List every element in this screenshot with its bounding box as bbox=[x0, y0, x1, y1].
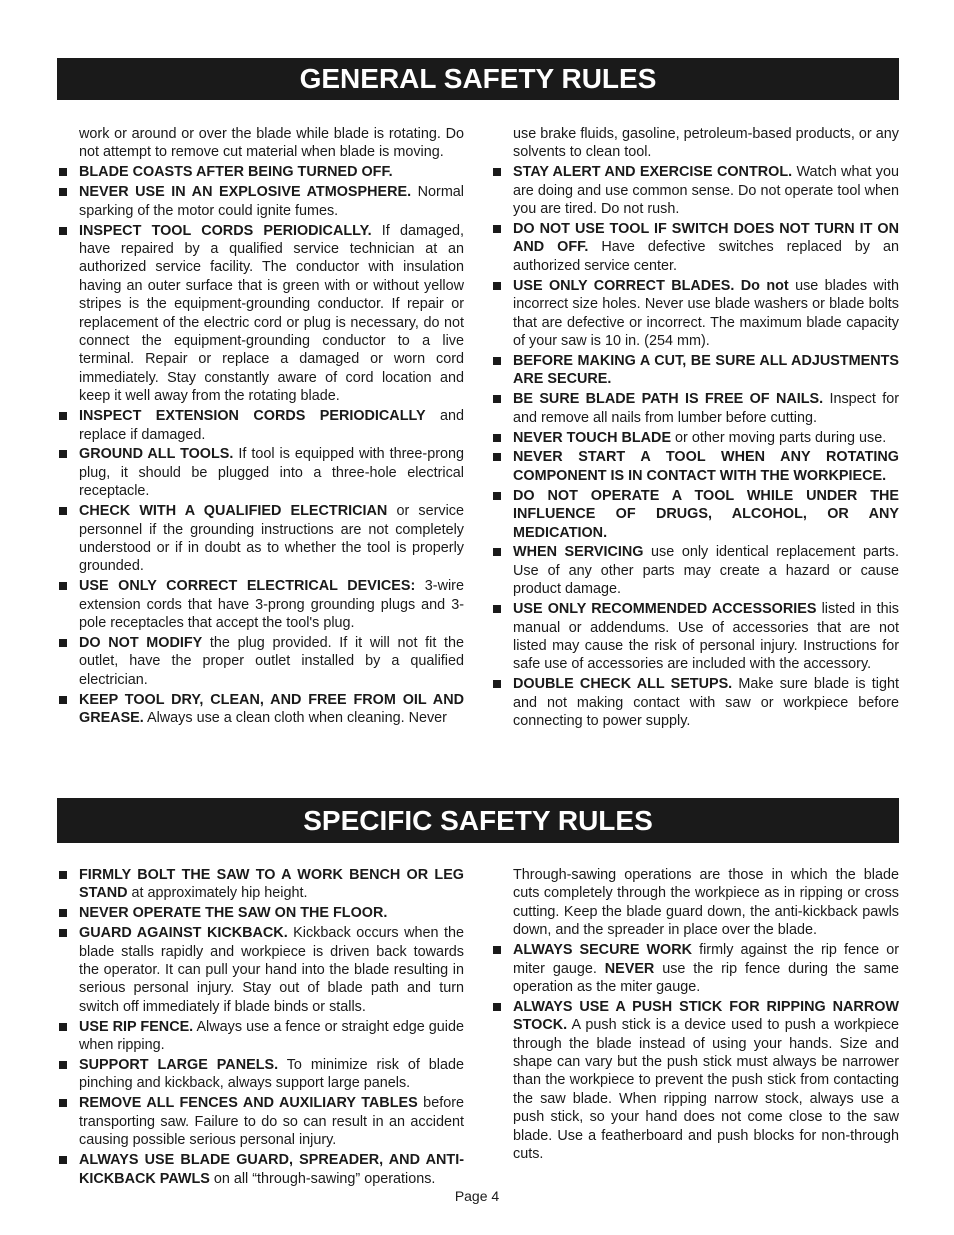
rule-item bbox=[491, 220, 899, 275]
rule-item bbox=[491, 163, 899, 218]
rule-heading: ALWAYS USE BLADE GUARD, SPREADER, AND ANTI-KICKBACK PAWLS bbox=[79, 1152, 464, 1187]
rule-item bbox=[57, 163, 464, 181]
rule-heading: CHECK WITH A QUALIFIED ELECTRICIAN bbox=[79, 503, 388, 520]
rule-text: Have defective switches replaced by an authorized service center. bbox=[513, 239, 899, 274]
rule-heading: USE ONLY CORRECT ELECTRICAL DEVICES: bbox=[79, 578, 416, 595]
rule-heading: FIRMLY BOLT THE SAW TO A WORK BENCH OR LEG STAND bbox=[79, 867, 464, 902]
rule-item bbox=[491, 941, 899, 996]
square-bullet-icon bbox=[59, 1023, 67, 1031]
rule-text: Make sure blade is tight and not making contact with saw or workpiece before connecting to power supply. bbox=[513, 676, 899, 730]
rule-text: use blades with incorrect size holes. Never use blade washers or blade bolts that are defective or incorrect. The maximum blade capacity of your saw is 10 in. (254 mm). bbox=[513, 277, 900, 349]
rule-heading: USE ONLY RECOMMENDED ACCESSORIES bbox=[513, 601, 817, 618]
rule-item bbox=[57, 183, 464, 220]
rule-text: on all “through-sawing” operations. bbox=[209, 1170, 436, 1187]
continued-text: Through-sawing operations are those in which the blade cuts completely through the workpiece as in ripping or cross cutting. Keep the blade guard down, the anti-kickback pawls down, and the spreader in place over the blade. bbox=[513, 867, 899, 939]
square-bullet-icon bbox=[493, 680, 501, 688]
square-bullet-icon bbox=[493, 282, 501, 290]
rule-heading: DOUBLE CHECK ALL SETUPS. bbox=[513, 676, 733, 693]
rule-text: If damaged, have repaired by a qualified service technician at an authorized service facility. The conductor with insulation having an outer surface that is green with or without yellow stripes is the equipment-grounding conductor. If repair or replacement of the electric cord or plug is necessary, do not connect the equipment-grounding conductor to a live terminal. Repair or replace a damaged or worn cord immediately. Stay constantly aware of cord location and keep it well away from the rotating blade. bbox=[79, 222, 465, 405]
specific-safety-rules-heading: SPECIFIC SAFETY RULES bbox=[57, 798, 899, 843]
square-bullet-icon bbox=[59, 871, 67, 879]
rule-text: To minimize risk of blade pinching and kickback, always support large panels. bbox=[79, 1057, 464, 1092]
rule-item bbox=[57, 1094, 464, 1149]
rule-heading: ALWAYS SECURE WORK bbox=[513, 942, 693, 959]
square-bullet-icon bbox=[493, 605, 501, 613]
square-bullet-icon bbox=[59, 188, 67, 196]
rule-heading: NEVER TOUCH BLADE bbox=[513, 429, 672, 446]
specific-rules-left-column bbox=[57, 866, 464, 1189]
rule-text: If tool is equipped with three-prong plug, it should be plugged into a three-hole electrical receptacle. bbox=[79, 446, 465, 500]
square-bullet-icon bbox=[493, 225, 501, 233]
rule-heading: DO NOT OPERATE A TOOL WHILE UNDER THE INFLUENCE OF DRUGS, ALCOHOL, OR ANY MEDICATION. bbox=[513, 487, 899, 541]
square-bullet-icon bbox=[59, 1156, 67, 1164]
square-bullet-icon bbox=[493, 946, 501, 954]
page-number: Page 4 bbox=[454, 1188, 500, 1204]
rule-heading: GUARD AGAINST KICKBACK. bbox=[79, 925, 288, 942]
square-bullet-icon bbox=[493, 492, 501, 500]
rule-heading: BEFORE MAKING A CUT, BE SURE ALL ADJUSTMENTS ARE SECURE. bbox=[513, 352, 899, 388]
rule-text: and replace if damaged. bbox=[79, 408, 464, 443]
square-bullet-icon bbox=[493, 453, 501, 461]
rule-item bbox=[491, 352, 899, 389]
rule-text: or service personnel if the grounding instructions are not completely understood or if in doubt as to whether the tool is properly grounded. bbox=[79, 503, 465, 575]
rule-text: at approximately hip height. bbox=[127, 885, 308, 902]
rule-item bbox=[57, 1056, 464, 1093]
rule-heading: REMOVE ALL FENCES AND AUXILIARY TABLES bbox=[79, 1095, 418, 1112]
square-bullet-icon bbox=[59, 1099, 67, 1107]
rule-heading: GROUND ALL TOOLS. bbox=[79, 446, 234, 463]
rule-text: Kickback occurs when the blade stalls rapidly and workpiece is driven back towards the operator. It can pull your hand into the blade resulting in serious personal injury. Stay out of blade path and turn switch off immediately if blade binds or stalls. bbox=[79, 925, 464, 1015]
rule-item bbox=[491, 277, 899, 351]
rule-heading: NEVER USE IN AN EXPLOSIVE ATMOSPHERE. bbox=[79, 184, 412, 201]
general-left-list bbox=[57, 163, 464, 727]
rule-text: 3-wire extension cords that have 3-prong grounding plugs and 3-pole receptacles that accept the tool's plug. bbox=[79, 578, 464, 632]
rule-item bbox=[491, 998, 899, 1164]
square-bullet-icon bbox=[493, 395, 501, 403]
rule-heading: SUPPORT LARGE PANELS. bbox=[79, 1057, 279, 1074]
rule-text: before transporting saw. Failure to do so can result in an accident causing possible serious personal injury. bbox=[79, 1095, 464, 1149]
square-bullet-icon bbox=[493, 1003, 501, 1011]
rule-heading: DO NOT MODIFY bbox=[79, 634, 203, 651]
rule-heading: NEVER bbox=[596, 960, 655, 977]
square-bullet-icon bbox=[59, 168, 67, 176]
continued-text: work or around or over the blade while blade is rotating. Do not attempt to remove cut material when blade is moving. bbox=[79, 126, 464, 161]
rule-heading: INSPECT EXTENSION CORDS PERIODICALLY bbox=[79, 408, 426, 425]
rule-item bbox=[491, 543, 899, 598]
square-bullet-icon bbox=[59, 582, 67, 590]
rule-item bbox=[57, 691, 464, 728]
rule-item bbox=[57, 407, 464, 444]
rule-text: A push stick is a device used to push a workpiece through the blade instead of using your hands. Size and shape can vary but the push stick must always be narrower than the workpiece to prevent the push stick from contacting the saw blade. When ripping narrow stock, always use a push stick, so your hand does not come close to the saw blade. Use a featherboard and push blocks for non-through cuts. bbox=[513, 1017, 899, 1163]
rule-text: Always use a clean cloth when cleaning. Never bbox=[143, 710, 447, 727]
square-bullet-icon bbox=[59, 227, 67, 235]
rule-heading: USE ONLY CORRECT BLADES. Do not bbox=[513, 277, 789, 294]
specific-right-list bbox=[491, 941, 899, 1163]
specific-rules-right-column bbox=[491, 866, 899, 1165]
rule-heading: BE SURE BLADE PATH IS FREE OF NAILS. bbox=[513, 391, 824, 408]
square-bullet-icon bbox=[493, 168, 501, 176]
square-bullet-icon bbox=[493, 548, 501, 556]
square-bullet-icon bbox=[59, 412, 67, 420]
square-bullet-icon bbox=[59, 507, 67, 515]
square-bullet-icon bbox=[493, 434, 501, 442]
square-bullet-icon bbox=[59, 639, 67, 647]
general-rules-left-column bbox=[57, 125, 464, 729]
rule-text: Always use a fence or straight edge guide when ripping. bbox=[79, 1018, 464, 1054]
square-bullet-icon bbox=[59, 696, 67, 704]
rule-heading: DO NOT USE TOOL IF SWITCH DOES NOT TURN IT ON AND OFF. bbox=[513, 221, 899, 256]
rule-item bbox=[57, 222, 464, 406]
rule-item bbox=[491, 600, 899, 674]
rule-item bbox=[491, 390, 899, 427]
rule-heading: INSPECT TOOL CORDS PERIODICALLY. bbox=[79, 222, 372, 239]
rule-text: firmly against the rip fence or miter gauge. bbox=[513, 942, 899, 977]
general-rules-right-column bbox=[491, 125, 899, 732]
rule-text: or other moving parts during use. bbox=[671, 429, 887, 446]
rule-item bbox=[57, 577, 464, 632]
rule-item bbox=[57, 1151, 464, 1188]
rule-item bbox=[57, 502, 464, 576]
rule-item bbox=[491, 487, 899, 542]
rule-item bbox=[57, 904, 464, 922]
rule-item bbox=[491, 429, 899, 447]
rule-heading: WHEN SERVICING bbox=[513, 544, 644, 561]
rule-item bbox=[57, 924, 464, 1016]
rule-text: Inspect for and remove all nails from lumber before cutting. bbox=[513, 391, 900, 426]
rule-heading: ALWAYS USE A PUSH STICK FOR RIPPING NARROW STOCK. bbox=[513, 998, 899, 1034]
rule-item bbox=[57, 1018, 464, 1055]
rule-item bbox=[57, 445, 464, 500]
rule-text: the plug provided. If it will not fit the outlet, have the proper outlet installed by a qualified electrician. bbox=[79, 634, 464, 688]
square-bullet-icon bbox=[493, 357, 501, 365]
rule-heading: NEVER START A TOOL WHEN ANY ROTATING COMPONENT IS IN CONTACT WITH THE WORKPIECE. bbox=[513, 449, 899, 484]
rule-heading: USE RIP FENCE. bbox=[79, 1018, 194, 1035]
specific-left-list bbox=[57, 866, 464, 1188]
rule-text: Watch what you are doing and use common sense. Do not operate tool when you are tired. Do not rush. bbox=[513, 164, 899, 218]
rule-item bbox=[57, 634, 464, 689]
general-safety-rules-heading: GENERAL SAFETY RULES bbox=[57, 58, 899, 100]
square-bullet-icon bbox=[59, 450, 67, 458]
rule-item bbox=[491, 675, 899, 730]
square-bullet-icon bbox=[59, 909, 67, 917]
rule-item bbox=[491, 448, 899, 485]
rule-heading: BLADE COASTS AFTER BEING TURNED OFF. bbox=[79, 164, 393, 181]
rule-text: listed in this manual or addendums. Use of accessories that are not listed may cause the risk of personal injury. Instructions for safe use of accessories are included with the accessory. bbox=[513, 601, 899, 673]
continued-text: use brake fluids, gasoline, petroleum-based products, or any solvents to clean tool. bbox=[513, 126, 899, 161]
rule-text: use the rip fence during the same operation as the miter gauge. bbox=[513, 960, 899, 995]
rule-item bbox=[57, 866, 464, 903]
general-right-list bbox=[491, 163, 899, 730]
rule-text: Normal sparking of the motor could ignite fumes. bbox=[79, 184, 465, 219]
square-bullet-icon bbox=[59, 1061, 67, 1069]
rule-heading: KEEP TOOL DRY, CLEAN, AND FREE FROM OIL AND GREASE. bbox=[79, 691, 464, 727]
rule-text: use only identical replacement parts. Use of any other parts may create a hazard or cause product damage. bbox=[513, 544, 899, 598]
rule-heading: NEVER OPERATE THE SAW ON THE FLOOR. bbox=[79, 905, 388, 922]
square-bullet-icon bbox=[59, 929, 67, 937]
rule-heading: STAY ALERT AND EXERCISE CONTROL. bbox=[513, 164, 793, 181]
